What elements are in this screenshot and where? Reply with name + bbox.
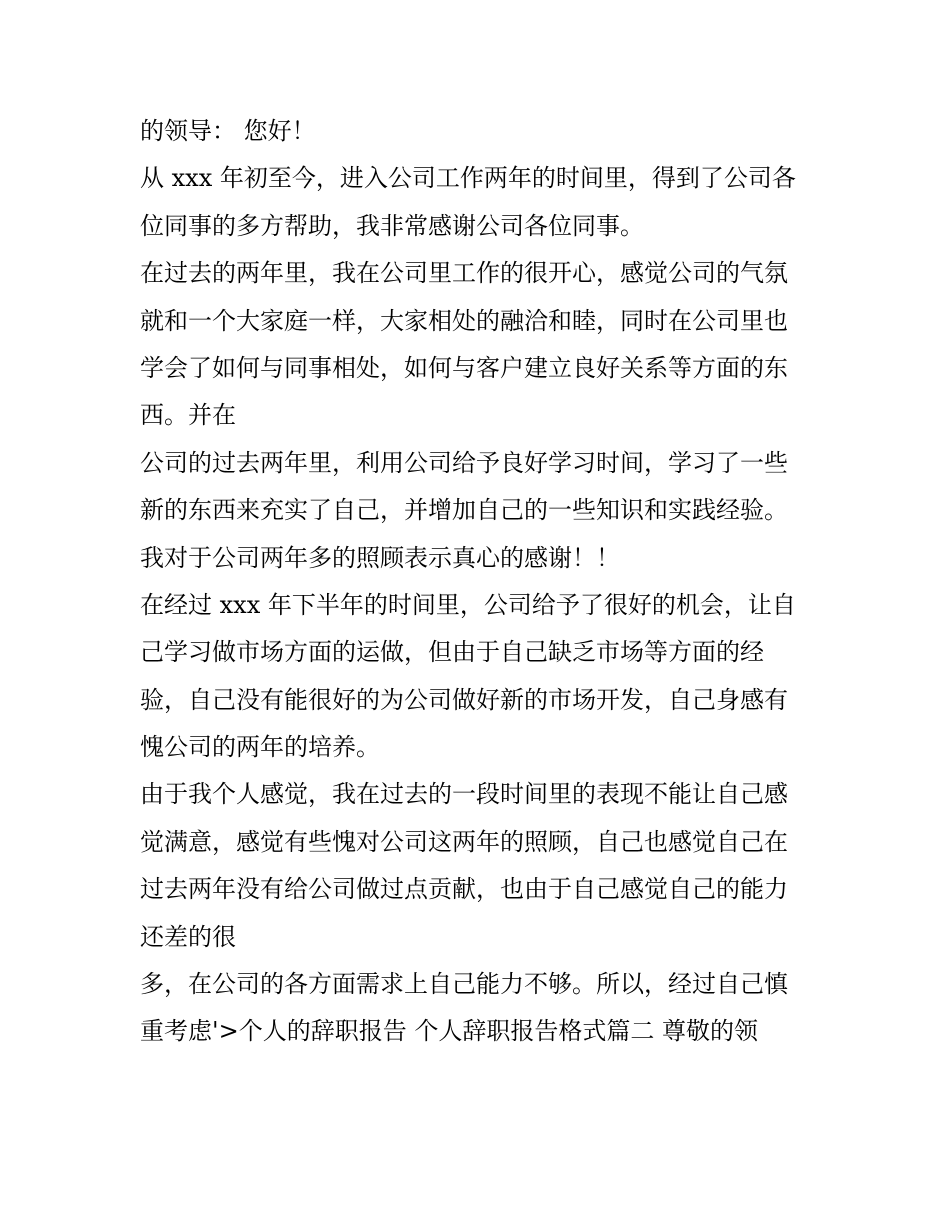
text-line: 的领导： 您好！ — [140, 117, 316, 145]
text-line: 在经过 xxx 年下半年的时间里，公司给予了很好的机会，让自 — [140, 590, 796, 619]
text-line: 新的东西来充实了自己，并增加自己的一些知识和实践经验。 — [140, 496, 788, 525]
text-line: 学会了如何与同事相处，如何与客户建立良好关系等方面的东 — [140, 353, 788, 382]
text-line: 位同事的多方帮助，我非常感谢公司各位同事。 — [140, 211, 644, 240]
text-line: 西。并在 — [140, 401, 236, 430]
text-line: 愧公司的两年的培养。 — [140, 733, 380, 762]
text-line: 己学习做市场方面的运做，但由于自己缺乏市场等方面的经 — [140, 638, 764, 667]
text-line: 过去两年没有给公司做过点贡献，也由于自己感觉自己的能力 — [140, 875, 788, 904]
text-line: 由于我个人感觉，我在过去的一段时间里的表现不能让自己感 — [140, 780, 788, 809]
text-line: 从 xxx 年初至今，进入公司工作两年的时间里，得到了公司各 — [140, 164, 796, 193]
text-line: 觉满意，感觉有些愧对公司这两年的照顾，自己也感觉自己在 — [140, 827, 788, 856]
text-line: 多，在公司的各方面需求上自己能力不够。所以，经过自己慎 — [140, 970, 788, 999]
document-body — [140, 108, 820, 1056]
text-line: 公司的过去两年里，利用公司给予良好学习时间，学习了一些 — [140, 448, 788, 477]
text-line: 我对于公司两年多的照顾表示真心的感谢！！ — [140, 543, 620, 572]
text-line: 在过去的两年里，我在公司里工作的很开心，感觉公司的气氛 — [140, 259, 788, 288]
text-line: 重考虑'>个人的辞职报告 个人辞职报告格式篇二 尊敬的领 — [140, 1017, 758, 1046]
text-line: 还差的很 — [140, 922, 236, 951]
text-line: 验，自己没有能很好的为公司做好新的市场开发，自己身感有 — [140, 685, 788, 714]
text-line: 就和一个大家庭一样，大家相处的融洽和睦，同时在公司里也 — [140, 306, 788, 335]
